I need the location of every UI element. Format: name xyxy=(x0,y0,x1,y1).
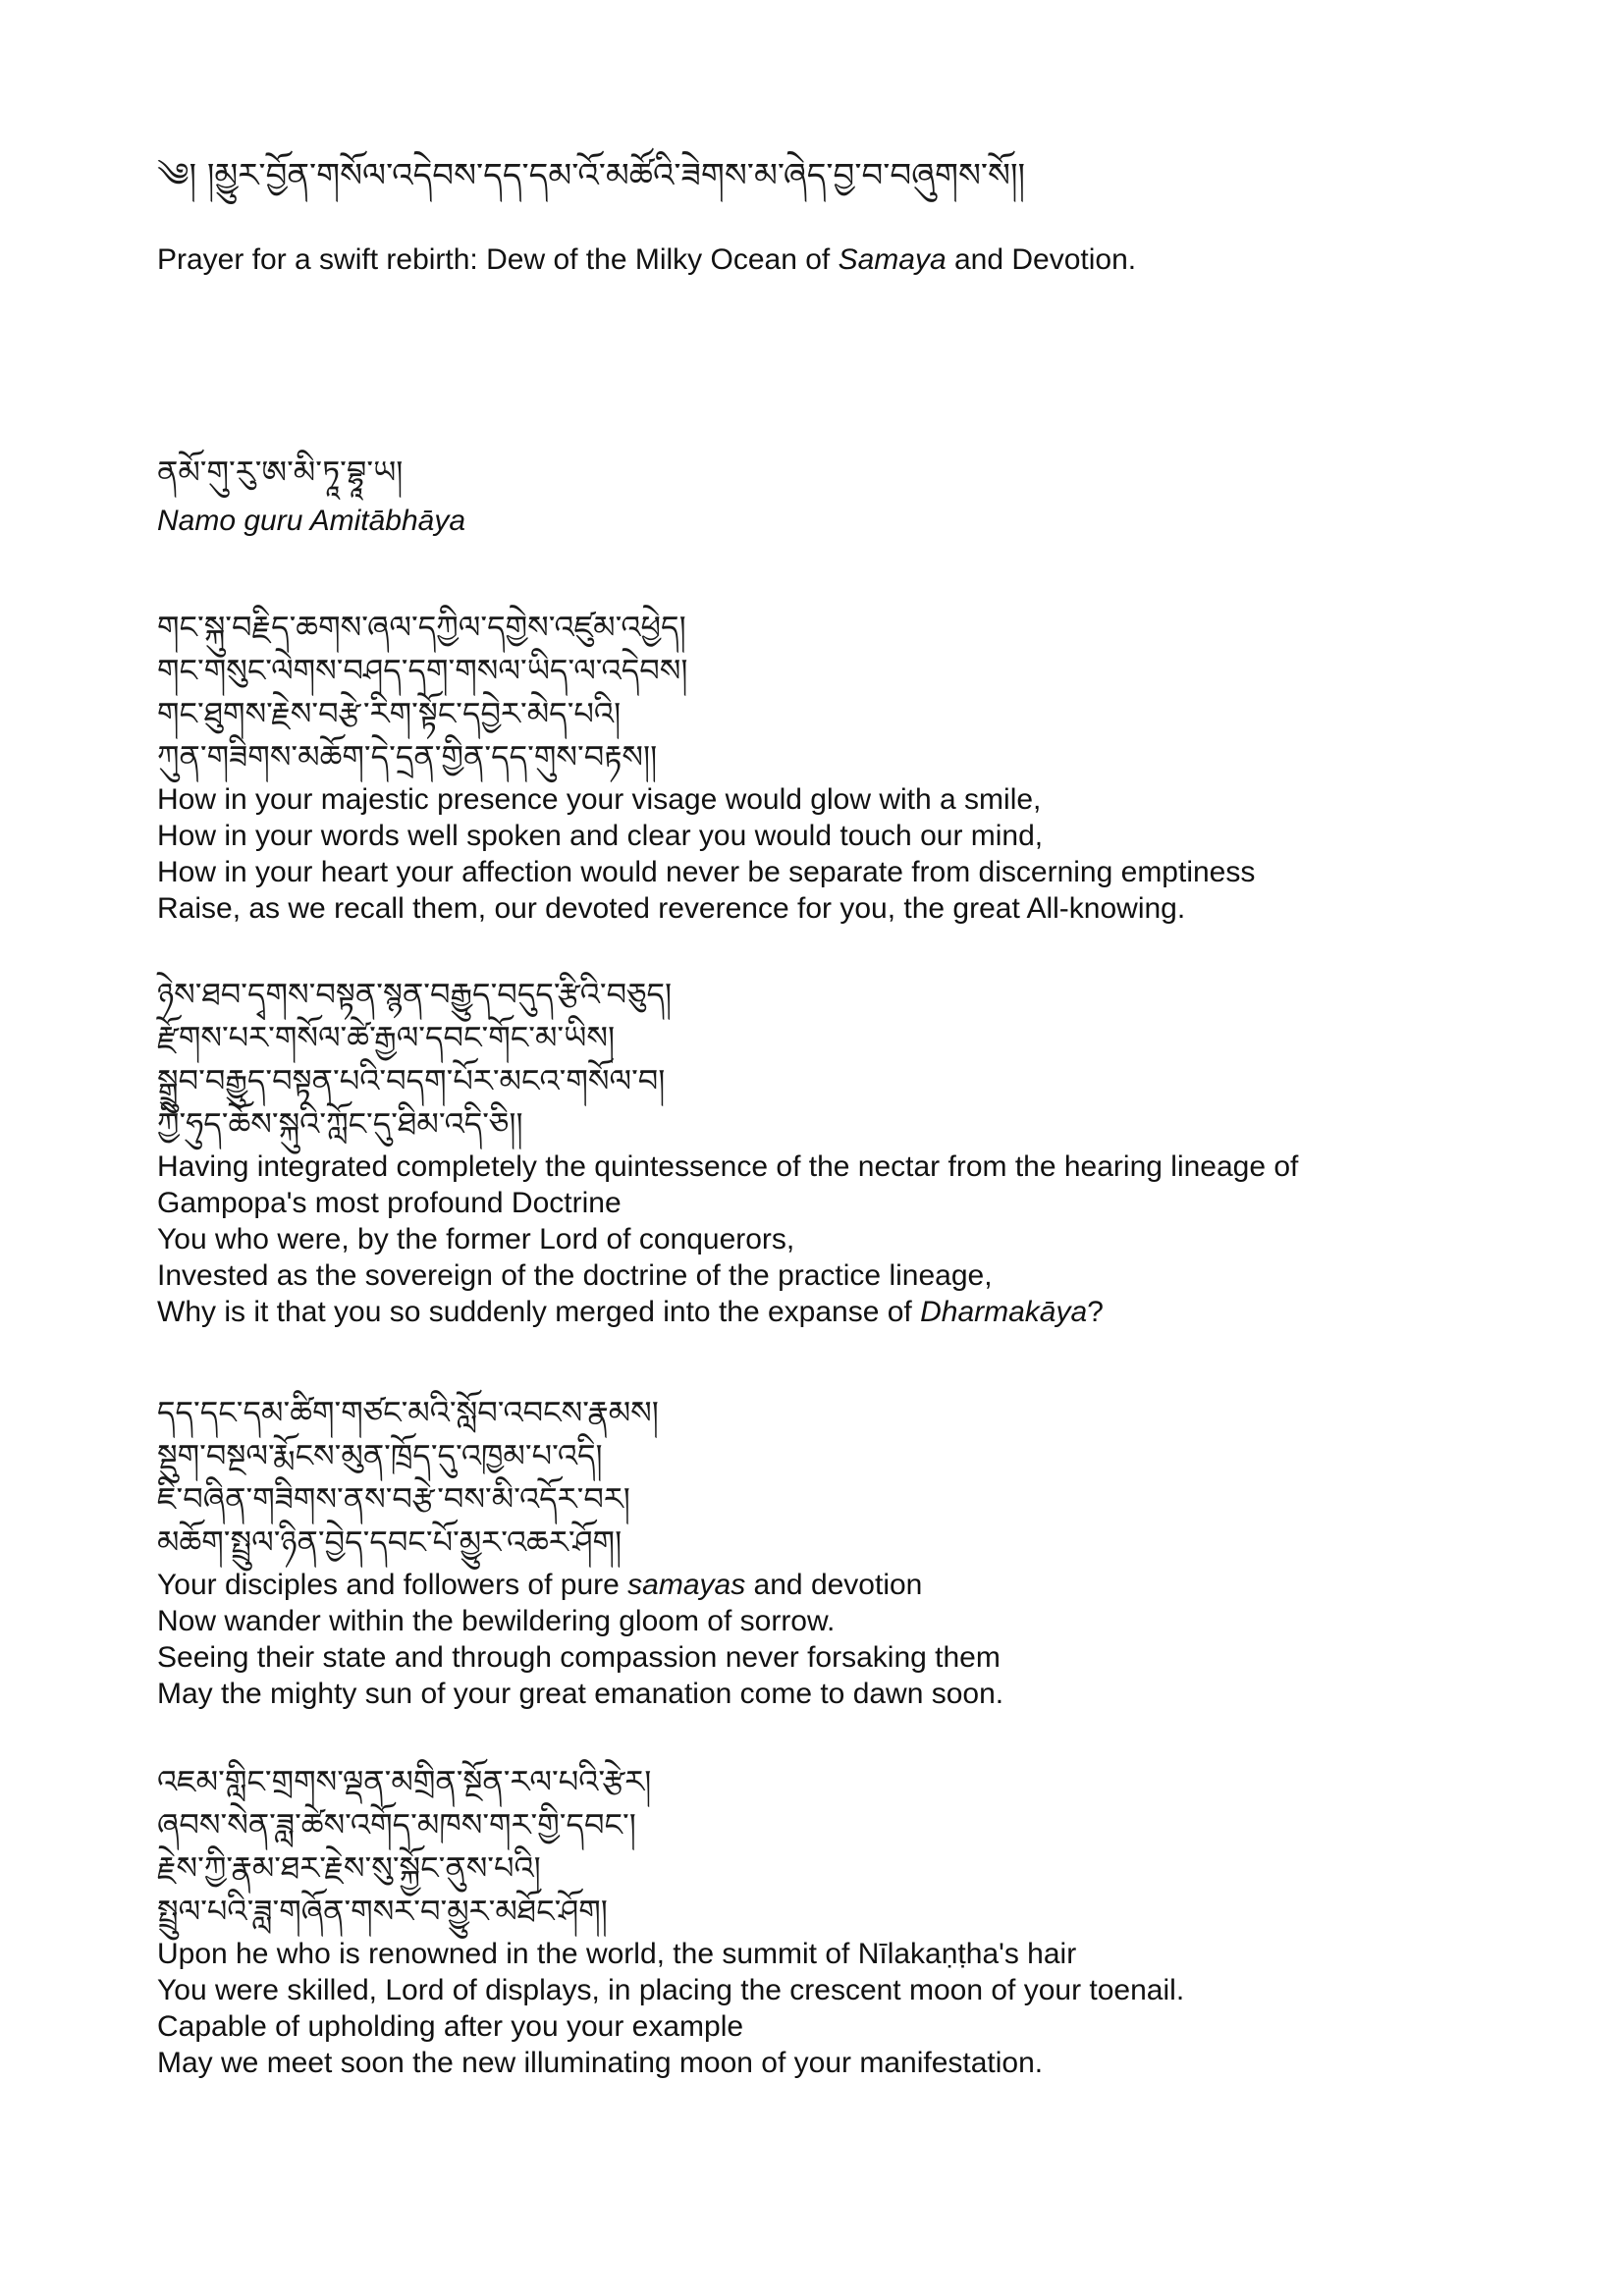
title-english-end: and Devotion. xyxy=(946,243,1137,276)
stanza-3-tibetan xyxy=(157,1392,1003,1565)
tibetan-line: རྗེས་ཀྱི་རྣམ་ཐར་རྗེས་སུ་སྐྱོང་ནུས་པའི། xyxy=(157,1849,541,1887)
stanza-4 xyxy=(157,1761,1184,2081)
stanza-3-english xyxy=(157,1567,1003,1712)
stanza-4-tibetan xyxy=(157,1761,1184,1934)
english-line: Upon he who is renowned in the world, the summit of Nīlakaṇṭha's hair xyxy=(157,1938,1077,1970)
english-line-start: Your disciples and followers of pure xyxy=(157,1569,628,1601)
tibetan-line: ཀུན་གཟིགས་མཆོག་དེ་དྲན་གྱིན་དད་གུས་བརྟས།། xyxy=(157,738,658,775)
stanza-2 xyxy=(157,974,1298,1330)
english-line: How in your heart your affection would never be separate from discerning emptiness xyxy=(157,856,1256,888)
english-line-end: and devotion xyxy=(745,1569,923,1601)
stanza-1 xyxy=(157,607,1255,927)
title-english xyxy=(157,241,1136,278)
english-line: You were skilled, Lord of displays, in placing the crescent moon of your toenail. xyxy=(157,1974,1185,2006)
stanza-1-tibetan xyxy=(157,607,1255,779)
stanza-3 xyxy=(157,1392,1003,1712)
english-line: Gampopa's most profound Doctrine xyxy=(157,1187,622,1219)
english-line-end: ? xyxy=(1087,1296,1104,1328)
tibetan-line: སྤྲུལ་པའི་ཟླ་གཞོན་གསར་བ་མྱུར་མཐོང་ཤོག། xyxy=(157,1893,608,1930)
stanza-1-english xyxy=(157,781,1255,927)
english-line: Seeing their state and through compassion never forsaking them xyxy=(157,1641,1001,1674)
english-line: Invested as the sovereign of the doctrine of the practice lineage, xyxy=(157,1259,993,1292)
tibetan-line: ཞབས་སེན་ཟླ་ཚེས་འགོད་མཁས་གར་གྱི་དབང་། xyxy=(157,1806,636,1843)
stanza-2-english xyxy=(157,1148,1298,1330)
english-line: How in your majestic presence your visage would glow with a smile, xyxy=(157,783,1042,816)
tibetan-line: རྫོགས་པར་གསོལ་ཚེ་རྒྱལ་དབང་གོང་མ་ཡིས། xyxy=(157,1019,616,1056)
english-line: Raise, as we recall them, our devoted reverence for you, the great All-knowing. xyxy=(157,892,1186,925)
english-line: May we meet soon the new illuminating moon of your manifestation. xyxy=(157,2047,1044,2079)
english-line: Having integrated completely the quintessence of the nectar from the hearing lineage of xyxy=(157,1150,1299,1183)
tibetan-line: ཉེས་ཐབ་དྭགས་བསྟན་སྙན་བརྒྱུད་བདུད་རྩིའི་བཅུད། xyxy=(157,976,673,1013)
tibetan-line: ཇི་བཞིན་གཟིགས་ནས་བརྩེ་བས་མི་འདོར་བར། xyxy=(157,1480,630,1518)
english-line-italic: samayas xyxy=(627,1569,746,1601)
tibetan-line: སྒྲུབ་བརྒྱུད་བསྟན་པའི་བདག་པོར་མངའ་གསོལ་བ། xyxy=(157,1062,666,1099)
tibetan-line: ཀྱི་ཧུད་ཆོས་སྐུའི་ཀློང་དུ་ཐིམ་འདི་ཅི།། xyxy=(157,1105,523,1143)
tibetan-line: དད་དང་དམ་ཚིག་གཙང་མའི་སློབ་འབངས་རྣམས། xyxy=(157,1394,659,1431)
english-line: Capable of upholding after you your example xyxy=(157,2010,744,2043)
english-line-start: Why is it that you so suddenly merged into the expanse of xyxy=(157,1296,921,1328)
stanza-4-english xyxy=(157,1936,1184,2081)
tibetan-line: འཇམ་གླིང་གྲགས་ལྡན་མགྲིན་སྔོན་རལ་པའི་རྩེར། xyxy=(157,1763,652,1800)
english-line: Now wander within the bewildering gloom of sorrow. xyxy=(157,1605,836,1637)
tibetan-line: གང་ཐུགས་རྗེས་བརྩེ་རིག་སྟོང་དབྱེར་མེད་པའི། xyxy=(157,695,622,732)
english-line: You who were, by the former Lord of conquerors, xyxy=(157,1223,795,1255)
title-tibetan: ༄། །མྱུར་བྱོན་གསོལ་འདེབས་དད་དམ་འོ་མཚོའི་ཟེགས་མ་ཞེད་བྱ་བ་བཞུགས་སོ།། xyxy=(157,156,1026,195)
tibetan-line: མཆོག་སྤྲུལ་ཉིན་བྱེད་དབང་པོ་མྱུར་འཆར་ཤོག། xyxy=(157,1523,623,1561)
english-line: How in your words well spoken and clear you would touch our mind, xyxy=(157,820,1044,852)
english-line: May the mighty sun of your great emanation come to dawn soon. xyxy=(157,1678,1004,1710)
english-line xyxy=(157,1567,1003,1603)
invocation-english: Namo guru Amitābhāya xyxy=(157,505,466,537)
stanza-2-tibetan xyxy=(157,974,1298,1147)
title-english-start: Prayer for a swift rebirth: Dew of the Milky Ocean of xyxy=(157,243,839,276)
title-english-italic: Samaya xyxy=(838,243,947,276)
invocation-tibetan: ནམོ་གུ་རུ་ཨ་མི་ཏཱ་བྷཱ་ཡ། xyxy=(157,454,404,491)
tibetan-line: གང་གསུང་ལེགས་བཤད་དག་གསལ་ཡིད་ལ་འདེབས། xyxy=(157,652,688,689)
tibetan-line: སྡུག་བསྔལ་རྨོངས་མུན་ཁྲོད་དུ་འཁྱམ་པ་འདི། xyxy=(157,1437,603,1474)
english-line-italic: Dharmakāya xyxy=(920,1296,1088,1328)
english-line xyxy=(157,1294,1298,1330)
tibetan-line: གང་སྐུ་བརྗིད་ཆགས་ཞལ་དཀྱིལ་དགྱེས་འཛུམ་འཕྱེད། xyxy=(157,609,686,646)
